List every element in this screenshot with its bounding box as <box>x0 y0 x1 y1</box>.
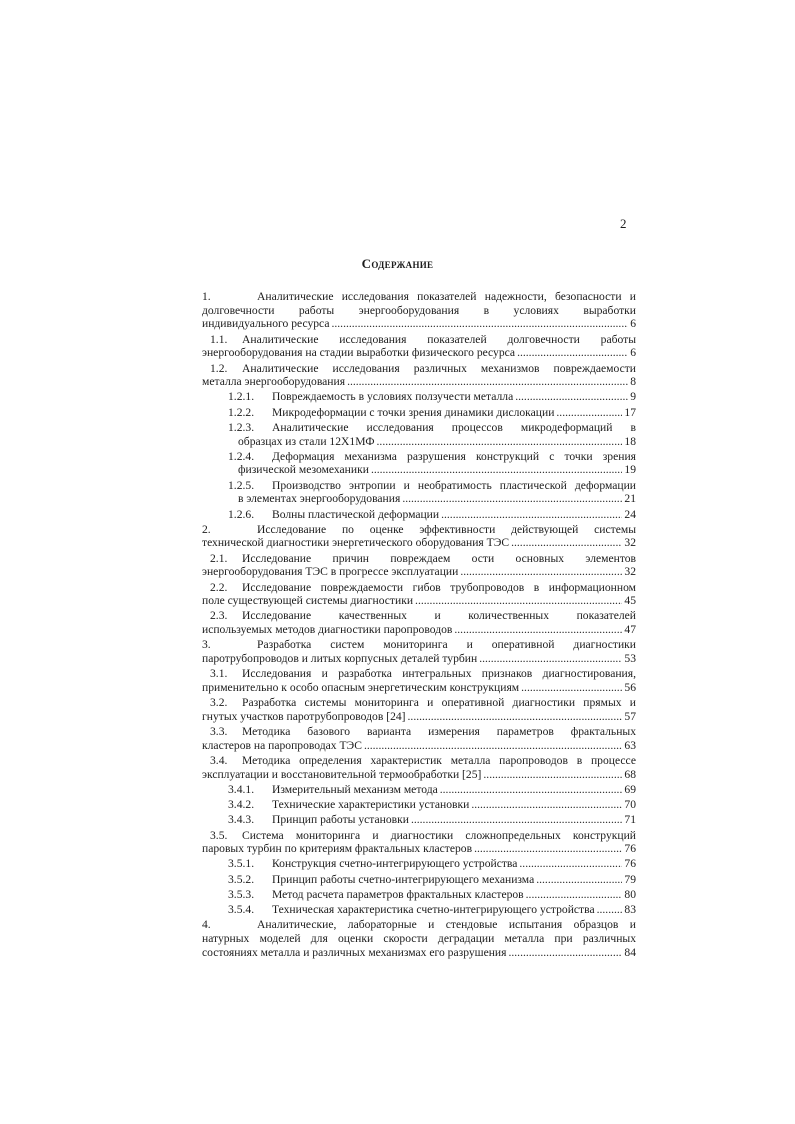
toc-entry-number: 3.4.2. <box>228 798 255 812</box>
dot-leader <box>474 842 622 856</box>
dot-leader <box>521 681 622 695</box>
toc-entry-text: энергооборудования ТЭС в прогрессе эксплуатации <box>202 565 459 579</box>
toc-entry-page: 32 <box>624 565 636 579</box>
toc-entry-page: 17 <box>624 405 636 419</box>
toc-entry-text: Конструкция счетно-интегрирующего устройства <box>272 857 518 871</box>
toc-entry-page: 6 <box>630 346 636 360</box>
toc-entry-page: 84 <box>624 945 636 959</box>
dot-leader <box>408 710 623 724</box>
toc-entry-page: 79 <box>624 872 636 886</box>
toc-entry-text: Метод расчета параметров фрактальных кластеров <box>272 887 524 901</box>
toc-entry-number: 3.5.1. <box>228 857 255 871</box>
dot-leader <box>556 406 622 420</box>
toc-entry-number: 3.4.1. <box>228 782 255 796</box>
toc-entry[interactable] <box>202 290 636 331</box>
toc-entry-text: Принцип работы счетно-интегрирующего механизма <box>272 872 535 886</box>
toc-entry-text: Измерительный механизм метода <box>272 782 438 796</box>
toc-entry-text: Исследование качественных и количественных показателей <box>242 609 636 623</box>
toc-entry[interactable] <box>202 783 636 797</box>
toc-entry-number: 2.2. <box>210 580 228 594</box>
toc-entry-text: Методика базового варианта измерения параметров фрактальных <box>242 725 636 739</box>
toc-entry-text: Технические характеристики установки <box>272 798 470 812</box>
toc-entry[interactable] <box>202 552 636 579</box>
toc-entry-text: Система мониторинга и диагностики сложнопредельных конструкций <box>242 828 636 842</box>
toc-entry-number: 2.1. <box>210 551 228 565</box>
toc-entry-number: 3.4.3. <box>228 813 255 827</box>
dot-leader <box>402 492 622 506</box>
dot-leader <box>331 317 628 331</box>
dot-leader <box>536 873 622 887</box>
toc-entry-text: Аналитические исследования показателей долговечности работы <box>242 332 636 346</box>
toc-entry-page: 18 <box>624 434 636 448</box>
toc-entry-page: 24 <box>624 507 636 521</box>
toc-entry-text: Разработка систем мониторинга и оперативной диагностики <box>257 638 636 652</box>
toc-entry[interactable] <box>202 918 636 959</box>
toc-entry-text: Повреждаемость в условиях ползучести металла <box>272 390 514 404</box>
toc-entry[interactable] <box>202 479 636 506</box>
dot-leader <box>471 798 622 812</box>
toc-entry-text: в элементах энергооборудования <box>238 492 401 506</box>
toc-entry[interactable] <box>202 696 636 723</box>
page-number: 2 <box>620 216 627 231</box>
toc-entry[interactable] <box>202 754 636 781</box>
toc-entry-number: 3.4. <box>210 754 228 767</box>
toc-entry[interactable] <box>202 609 636 636</box>
toc-entry[interactable] <box>202 813 636 827</box>
toc-entry-page: 68 <box>624 767 636 781</box>
dot-leader <box>515 390 628 404</box>
toc-entry-number: 3.1. <box>210 667 228 681</box>
toc-entry[interactable] <box>202 523 636 550</box>
toc-entry-text: Методика определения характеристик металла паропроводов в процессе <box>242 754 636 767</box>
toc-entry-page: 71 <box>624 813 636 827</box>
toc-entry-text: Аналитические исследования показателей надежности, безопасности и <box>257 290 636 303</box>
toc-entry-page: 32 <box>624 536 636 550</box>
toc-entry-text: Аналитические исследования процессов микродеформаций в <box>272 420 636 434</box>
dot-leader <box>483 768 622 782</box>
dot-leader <box>511 536 622 550</box>
toc-entry[interactable] <box>202 725 636 752</box>
toc-entry-number: 2.3. <box>210 609 228 623</box>
dot-leader <box>347 375 628 389</box>
toc-entry-text: эксплуатации и восстановительной термообработки [25] <box>202 767 482 781</box>
toc-entry[interactable] <box>202 829 636 856</box>
dot-leader <box>597 903 623 917</box>
toc-entry-text: гнутых участков паротрубопроводов [24] <box>202 709 406 723</box>
dot-leader <box>411 813 622 827</box>
toc-entry-number: 3.3. <box>210 725 228 739</box>
toc-entry-text: физической мезомеханики <box>238 463 369 477</box>
toc-entry-text: Исследование повреждаемости гибов трубопроводов в информационном <box>242 580 636 594</box>
toc-entry-text: натурных моделей для оценки скорости деградации металла при различных <box>202 931 636 945</box>
toc-entry-number: 3.5.3. <box>228 887 255 901</box>
toc-entry-page: 76 <box>624 857 636 871</box>
toc-entry-number: 3.2. <box>210 696 228 710</box>
toc-entry-text: паровых турбин по критериям фрактальных кластеров <box>202 842 473 856</box>
toc-entry-text: Разработка системы мониторинга и оперативной диагностики прямых и <box>242 696 636 710</box>
toc-entry-text: технической диагностики энергетического оборудования ТЭС <box>202 536 510 550</box>
dot-leader <box>479 652 622 666</box>
toc-entry-text: Деформация механизма разрушения конструкций с точки зрения <box>272 449 636 463</box>
toc-entry-text: долговечности работы энергооборудования в условиях выработки <box>202 303 636 317</box>
toc-entry-text: Исследование причин повреждаем ости основных элементов <box>242 551 636 565</box>
toc-entry-text: Принцип работы установки <box>272 813 409 827</box>
toc-entry[interactable] <box>202 581 636 608</box>
toc-entry-page: 47 <box>624 623 636 637</box>
toc-entry-page: 19 <box>624 463 636 477</box>
toc-entry[interactable] <box>202 421 636 448</box>
toc-entry-page: 45 <box>624 594 636 608</box>
toc-entry[interactable] <box>202 857 636 871</box>
toc-entry-page: 53 <box>624 652 636 666</box>
toc-entry-number: 4. <box>202 918 211 932</box>
toc-entry-text: кластеров на паропроводах ТЭС <box>202 738 362 752</box>
dot-leader <box>508 946 622 960</box>
dot-leader <box>526 888 623 902</box>
dot-leader <box>441 508 622 522</box>
toc-entry[interactable] <box>202 888 636 902</box>
dot-leader <box>517 346 628 360</box>
dot-leader <box>440 783 623 797</box>
toc-entry-number: 3. <box>202 638 211 652</box>
toc-entry-page: 70 <box>624 798 636 812</box>
toc-entry-text: Производство энтропии и необратимость пластической деформации <box>272 478 636 492</box>
toc-entry-text: Волны пластической деформации <box>272 507 440 521</box>
toc-entry-number: 1.2.1. <box>228 390 255 404</box>
toc-entry-number: 3.5.2. <box>228 872 255 886</box>
dot-leader <box>454 623 622 637</box>
toc-entry-page: 21 <box>624 492 636 506</box>
toc-entry-text: индивидуального ресурса <box>202 317 330 331</box>
toc-entry[interactable] <box>202 333 636 360</box>
toc-entry[interactable] <box>202 508 636 522</box>
toc-entry[interactable] <box>202 903 636 917</box>
toc-entry-page: 56 <box>624 680 636 694</box>
toc-entry-text: металла энергооборудования <box>202 375 346 389</box>
toc-entry-number: 2. <box>202 522 211 536</box>
dot-leader <box>415 594 622 608</box>
toc-entry[interactable] <box>202 638 636 665</box>
toc-entry[interactable] <box>202 873 636 887</box>
table-of-contents <box>202 290 636 961</box>
toc-entry-page: 6 <box>630 317 636 331</box>
toc-entry-text: Исследования и разработка интегральных признаков диагностирования, <box>242 667 636 681</box>
toc-entry-page: 69 <box>624 782 636 796</box>
toc-entry-number: 1.2.6. <box>228 507 255 521</box>
toc-entry-number: 1.2. <box>210 361 228 375</box>
toc-entry-number: 3.5.4. <box>228 903 255 917</box>
toc-entry-page: 76 <box>624 842 636 856</box>
toc-entry[interactable] <box>202 406 636 420</box>
toc-entry-number: 1.1. <box>210 332 228 346</box>
toc-entry-number: 1. <box>202 290 211 303</box>
dot-leader <box>364 739 622 753</box>
toc-entry-page: 83 <box>624 903 636 917</box>
toc-entry-text: Микродеформации с точки зрения динамики дислокации <box>272 405 555 419</box>
toc-entry-text: состояниях металла и различных механизмах его разрушения <box>202 945 507 959</box>
toc-entry-number: 1.2.3. <box>228 420 255 434</box>
toc-entry-text: применительно к особо опасным энергетическим конструкциям <box>202 680 520 694</box>
toc-entry-text: Техническая характеристика счетно-интегрирующего устройства <box>272 903 595 917</box>
toc-entry-text: Аналитические, лабораторные и стендовые испытания образцов и <box>257 918 636 932</box>
toc-entry-number: 1.2.2. <box>228 405 255 419</box>
dot-leader <box>519 857 622 871</box>
toc-entry-page: 57 <box>624 709 636 723</box>
toc-entry[interactable] <box>202 798 636 812</box>
toc-entry-number: 3.5. <box>210 828 228 842</box>
dot-leader <box>371 463 622 477</box>
toc-entry-number: 1.2.4. <box>228 449 255 463</box>
toc-entry-text: Исследование по оценке эффективности действующей системы <box>257 522 636 536</box>
toc-title: Содержание <box>361 256 434 271</box>
dot-leader <box>377 435 623 449</box>
toc-entry-page: 9 <box>630 390 636 404</box>
toc-entry[interactable] <box>202 667 636 694</box>
dot-leader <box>460 565 622 579</box>
toc-entry-text: энергооборудования на стадии выработки физического ресурса <box>202 346 516 360</box>
toc-entry-text: Аналитические исследования различных механизмов повреждаемости <box>242 361 636 375</box>
toc-entry[interactable] <box>202 362 636 389</box>
toc-entry-page: 80 <box>624 887 636 901</box>
toc-entry-number: 1.2.5. <box>228 478 255 492</box>
toc-entry-text: образцах из стали 12Х1МФ <box>238 434 375 448</box>
toc-entry-text: используемых методов диагностики паропроводов <box>202 623 453 637</box>
toc-entry[interactable] <box>202 390 636 404</box>
toc-entry[interactable] <box>202 450 636 477</box>
toc-entry-text: поле существующей системы диагностики <box>202 594 414 608</box>
toc-entry-page: 63 <box>624 738 636 752</box>
toc-entry-text: паротрубопроводов и литых корпусных деталей турбин <box>202 652 478 666</box>
toc-entry-page: 8 <box>630 375 636 389</box>
